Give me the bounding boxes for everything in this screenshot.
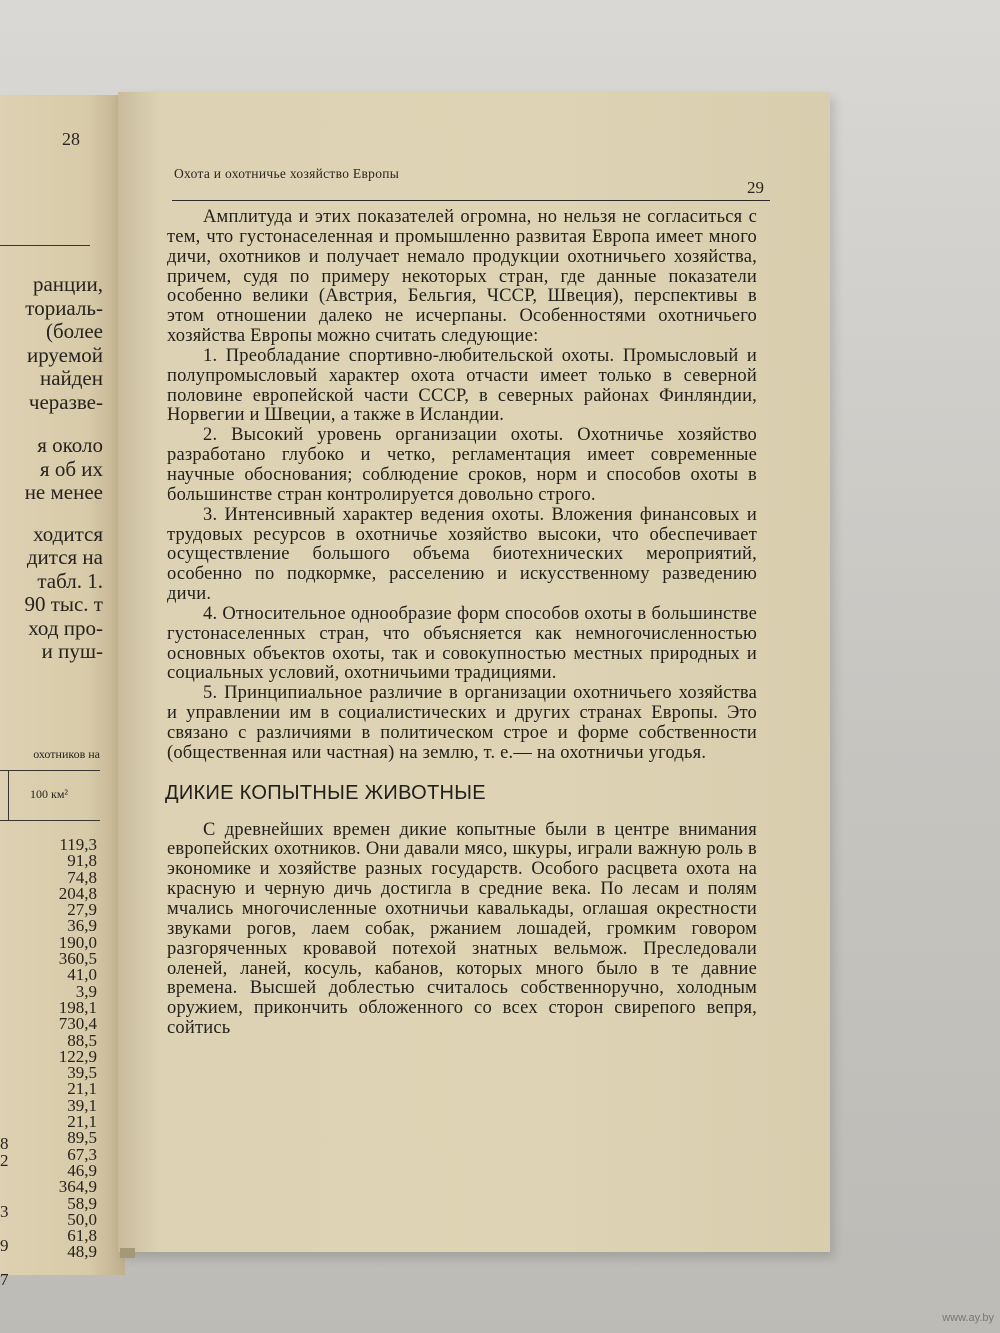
left-table-value: 91,8 xyxy=(67,851,97,871)
left-margin-digit: 7 xyxy=(0,1270,9,1289)
left-table-value: 39,1 xyxy=(67,1095,97,1115)
left-margin-digit: 9 xyxy=(0,1236,9,1255)
left-page-number: 28 xyxy=(62,129,80,149)
left-margin-digit xyxy=(0,1254,9,1271)
paragraph: 5. Принципиальное различие в организации охотничьего хозяйства и управлении им в социалистических и других странах Европы. Это связано с различиями в политическом строе и форме собственности (общественная или частная) на землю, т. е.— на охотничьи угодья. xyxy=(167,683,757,763)
left-table-value: 74,8 xyxy=(67,867,97,887)
left-table-value: 21,1 xyxy=(67,1079,97,1099)
left-text-line: ируемой xyxy=(26,342,103,367)
paragraph: 3. Интенсивный характер ведения охоты. Вложения финансовых и трудовых ресурсов в охотничье хозяйство высоки, что обеспечивает осуществление большого объема биотехнических мероприятий, особенно по подкормке, расселению и искусственному разведению дичи. xyxy=(167,504,757,605)
page-body xyxy=(167,208,757,1039)
left-table-rule-top xyxy=(0,770,100,771)
left-margin-digit xyxy=(0,1220,9,1237)
left-text-line: (более xyxy=(45,319,103,343)
left-text-line: ход про- xyxy=(28,615,103,640)
left-table-value: 198,1 xyxy=(58,997,97,1017)
left-table-value: 50,0 xyxy=(67,1209,97,1229)
running-header xyxy=(172,166,770,201)
sticker xyxy=(120,1248,135,1258)
paragraph: С древнейших времен дикие копытные были в центре внимания европейских охотников. Они давали мясо, шкуры, играли важную роль в экономике и хозяйстве разных государств. Особого расцвета охота на красную и черную дичь достигла в средние века. По лесам и полям мчались многочисленные охотничьи кавалькады, оглашая окрестности звуками рогов, лаем собак, ржанием лошадей, громким говором разгоряченных кровавой потехой знатных вельмож. Преследовали оленей, ланей, косуль, кабанов, которых много было в те давние времена. Высшей доблестью считалось собственноручно, холодным оружием, прикончить обложенного со всех сторон свирепого вепря, сойтись xyxy=(167,819,757,1039)
left-table-value: 89,5 xyxy=(67,1128,97,1148)
left-table-value: 119,3 xyxy=(59,835,97,854)
left-table-value: 39,5 xyxy=(67,1063,97,1083)
paragraph: Амплитуда и этих показателей огромна, но нельзя не согласиться с тем, что густонаселенная и промышленно развитая Европа имеет много дичи, охотников и получает немало продукции охотничьего хозяйства, причем, судя по примеру некоторых стран, где данные показатели особенно велики (Австрия, Бельгия, ЧССР, Швеция), перспективы в этом отношении далеко не исчерпаны. Особенностями охотничьего хозяйства Европы можно считать следующие: xyxy=(167,207,757,347)
left-margin-digit xyxy=(0,1169,9,1186)
left-table-column-header: 100 км² xyxy=(30,787,69,801)
watermark: www.ay.by xyxy=(942,1312,994,1324)
left-text-line: черазве- xyxy=(28,389,103,414)
right-page-number: 29 xyxy=(747,178,764,197)
left-margin-digit: 2 xyxy=(0,1151,9,1170)
left-margin-digits xyxy=(0,1135,9,1288)
left-table-value: 41,0 xyxy=(67,965,97,985)
left-table-value: 27,9 xyxy=(67,900,97,920)
left-table-value: 67,3 xyxy=(67,1144,97,1164)
left-table-value: 730,4 xyxy=(58,1014,97,1034)
left-table-value: 46,9 xyxy=(67,1160,97,1180)
left-text-line: не менее xyxy=(24,480,103,504)
left-text-fragments xyxy=(0,273,103,664)
left-table-value: 61,8 xyxy=(67,1226,97,1246)
left-table-value: 190,0 xyxy=(58,932,97,952)
left-table-value: 88,5 xyxy=(67,1030,97,1050)
left-margin-digit: 8 xyxy=(0,1134,9,1153)
left-text-line: ториаль- xyxy=(25,295,103,320)
section-title: ДИКИЕ КОПЫТНЫЕ ЖИВОТНЫЕ xyxy=(165,781,486,804)
left-table-value: 3,9 xyxy=(75,981,97,1001)
paragraphs-before xyxy=(167,208,757,764)
left-table-value: 48,9 xyxy=(67,1242,97,1262)
left-margin-digit xyxy=(0,1186,9,1203)
left-text-line: я об их xyxy=(39,456,103,481)
left-table-value: 360,5 xyxy=(58,949,97,969)
paragraph: 4. Относительное однообразие форм способов охоты в большинстве густонаселенных стран, что объясняется как немногочисленностью основных объектов охоты, так и совокупностью местных природных и социальных условий, охотничьими традициями. xyxy=(167,603,757,684)
left-header-rule xyxy=(0,245,90,246)
left-table-values xyxy=(59,837,97,1261)
paragraphs-after xyxy=(167,821,757,1039)
left-text-line: дится на xyxy=(26,545,103,569)
left-text-line: ранции, xyxy=(32,272,103,296)
left-table-value: 122,9 xyxy=(58,1046,97,1066)
paragraph: 1. Преобладание спортивно-любительской охоты. Промысловый и полупромысловый характер охота отчасти имеет только в северной половине европейской части СССР, в северных районах Финляндии, Норвегии и Швеции, а также в Исландии. xyxy=(167,345,757,426)
left-table-value: 36,9 xyxy=(67,916,97,936)
running-header-title: Охота и охотничье хозяйство Европы xyxy=(174,166,400,181)
left-table-caption: охотников на xyxy=(33,747,100,761)
left-text-line: найден xyxy=(39,366,103,390)
paragraph: 2. Высокий уровень организации охоты. Охотничье хозяйство разработано глубоко и четко, регламентация имеет современные научные обоснования; соблюдение сроков, норм и способов охоты в большинстве стран контролируется довольно строго. xyxy=(167,425,757,505)
left-table-rule-bottom xyxy=(0,820,100,821)
left-table-column-divider xyxy=(8,770,9,820)
left-text-line: табл. 1. xyxy=(37,568,103,593)
left-table-value: 204,8 xyxy=(58,883,97,903)
left-text-line: 90 тыс. т xyxy=(24,592,103,616)
left-page xyxy=(0,95,125,1289)
left-table-value: 21,1 xyxy=(67,1112,97,1132)
left-text-line: и пуш- xyxy=(41,639,103,663)
left-table-value: 364,9 xyxy=(58,1177,97,1197)
left-text-line: ходится xyxy=(33,521,103,546)
left-margin-digit: 3 xyxy=(0,1202,9,1221)
left-text-line: я около xyxy=(37,433,103,457)
left-table-value: 58,9 xyxy=(67,1193,97,1213)
